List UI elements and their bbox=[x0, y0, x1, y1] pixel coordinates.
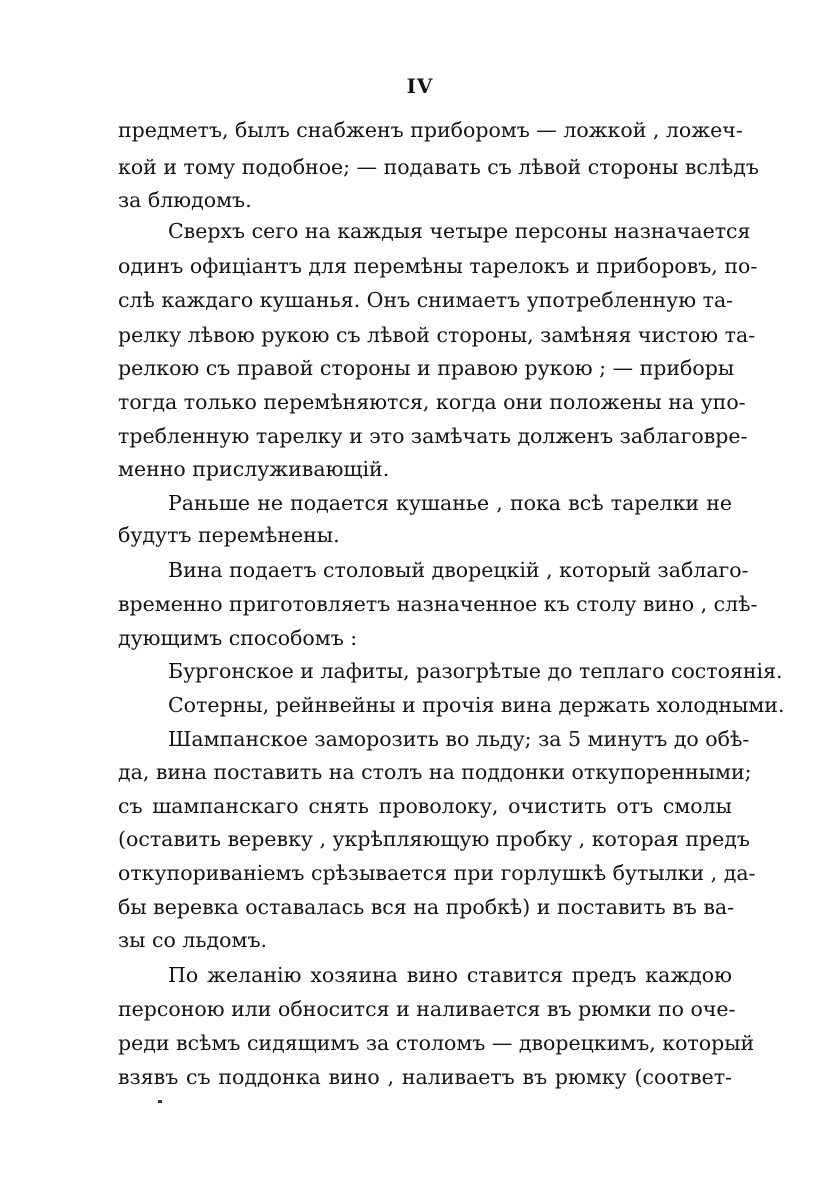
text-line: да, вина поставить на столъ на поддонки откупоренными; bbox=[118, 760, 752, 784]
text-line: менно прислуживающій. bbox=[118, 457, 390, 481]
text-line: Шампанское заморозить во льду; за 5 минутъ до обѣ- bbox=[168, 727, 750, 751]
text-line: релку лѣвою рукою съ лѣвой стороны, замѣняя чистою та- bbox=[118, 323, 756, 347]
text-line: бы веревка оставалась вся на пробкѣ) и поставить въ ва- bbox=[118, 895, 735, 919]
text-line: одинъ офиціантъ для перемѣны тарелокъ и приборовъ, по- bbox=[118, 254, 758, 278]
text-line: будутъ перемѣнены. bbox=[118, 523, 340, 547]
text-line: Сотерны, рейнвейны и прочія вина держать холодными. bbox=[168, 693, 785, 717]
ink-speck bbox=[158, 1100, 162, 1103]
text-line: временно приготовляетъ назначенное къ столу вино , слѣ- bbox=[118, 592, 758, 616]
text-line: предметъ, былъ снабженъ приборомъ — ложкой , ложеч- bbox=[118, 118, 743, 142]
page-number: IV bbox=[406, 74, 434, 98]
text-line: кой и тому подобное; — подавать съ лѣвой стороны вслѣдъ bbox=[118, 155, 759, 179]
text-line: откупориваніемъ срѣзывается при горлушкѣ бутылки , да- bbox=[118, 861, 756, 885]
text-line: (оставить веревку , укрѣпляющую пробку , которая предъ bbox=[118, 827, 750, 851]
text-line: релкою съ правой стороны и правою рукою ; — приборы bbox=[118, 356, 735, 380]
text-line: Вина подаетъ столовый дворецкій , который заблаго- bbox=[168, 558, 749, 582]
text-line: тогда только перемѣняются, когда они положены на упо- bbox=[118, 390, 746, 414]
text-line: съ шампанскаго снять проволоку, очистить отъ смолы bbox=[118, 794, 732, 818]
text-line: реди всѣмъ сидящимъ за столомъ — дворецкимъ, который bbox=[118, 1031, 755, 1055]
text-line: зы со льдомъ. bbox=[118, 928, 268, 952]
text-line: Раньше не подается кушанье , пока всѣ тарелки не bbox=[168, 491, 732, 515]
text-line: слѣ каждаго кушанья. Онъ снимаетъ употребленную та- bbox=[118, 288, 734, 312]
text-line: требленную тарелку и это замѣчать долженъ заблаговре- bbox=[118, 424, 748, 448]
text-line: Сверхъ сего на каждыя четыре персоны назначается bbox=[168, 219, 751, 243]
text-line: взявъ съ поддонка вино , наливаетъ въ рюмку (соответ- bbox=[118, 1065, 732, 1089]
text-line: дующимъ способомъ : bbox=[118, 626, 358, 650]
text-line: персоною или обносится и наливается въ рюмки по оче- bbox=[118, 997, 736, 1021]
text-line: за блюдомъ. bbox=[118, 188, 252, 212]
text-line: Бургонское и лафиты, разогрѣтые до теплаго состоянія. bbox=[168, 659, 783, 683]
text-line: По желанію хозяина вино ставится предъ каждою bbox=[168, 963, 732, 987]
